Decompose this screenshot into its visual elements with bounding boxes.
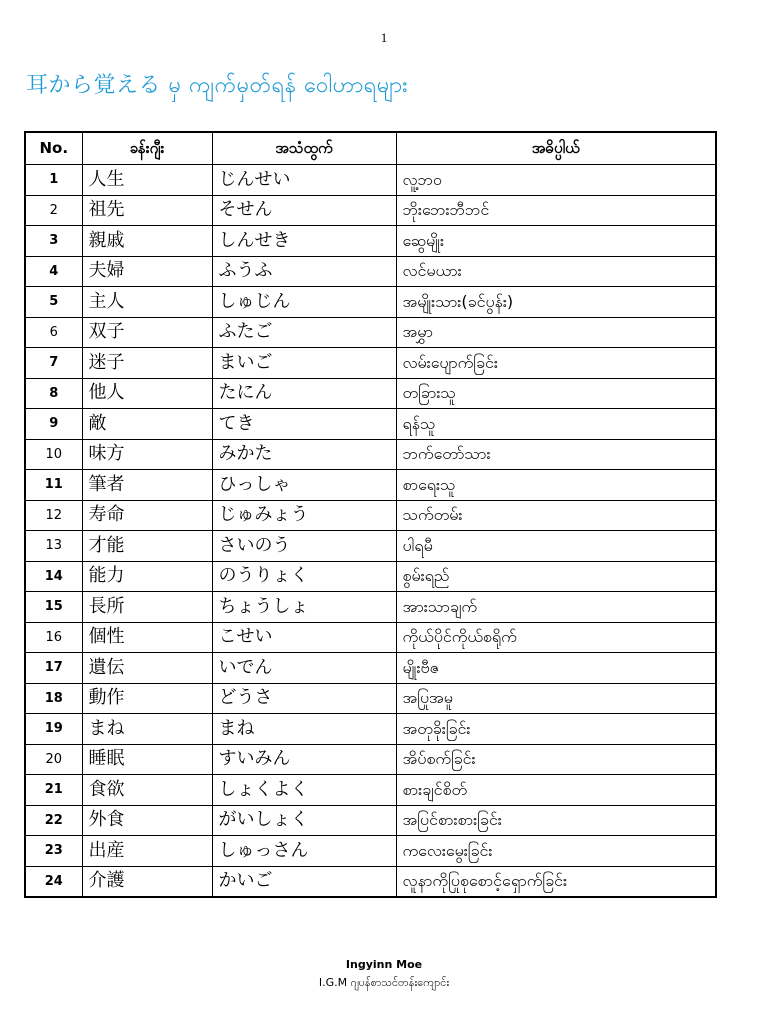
- row-reading: そせん: [212, 195, 396, 226]
- footer-author: Ingyinn Moe: [345, 958, 423, 971]
- row-kanji: 寿命: [82, 500, 212, 531]
- row-meaning: အားသာချက်: [396, 592, 716, 623]
- row-reading: ちょうしょ: [212, 592, 396, 623]
- row-kanji: 長所: [82, 592, 212, 623]
- row-number: 8: [25, 378, 82, 409]
- row-number: 14: [25, 561, 82, 592]
- row-meaning: အိပ်စက်ခြင်း: [396, 744, 716, 775]
- row-meaning: ကိုယ်ပိုင်ကိုယ်စရိုက်: [396, 622, 716, 653]
- row-number: 16: [25, 622, 82, 653]
- row-reading: たにん: [212, 378, 396, 409]
- table-row: [25, 744, 716, 775]
- row-reading: のうりょく: [212, 561, 396, 592]
- header-no: No.: [25, 132, 82, 165]
- table-row: [25, 836, 716, 867]
- row-reading: かいご: [212, 866, 396, 897]
- row-meaning: အတုခိုးခြင်း: [396, 714, 716, 745]
- table-row: [25, 714, 716, 745]
- row-kanji: 主人: [82, 287, 212, 318]
- table-row: [25, 348, 716, 379]
- row-reading: がいしょく: [212, 805, 396, 836]
- row-reading: みかた: [212, 439, 396, 470]
- row-reading: ふたご: [212, 317, 396, 348]
- vocabulary-table: [24, 131, 717, 898]
- row-kanji: 外食: [82, 805, 212, 836]
- table-row: [25, 500, 716, 531]
- row-number: 12: [25, 500, 82, 531]
- row-kanji: 人生: [82, 165, 212, 196]
- row-number: 24: [25, 866, 82, 897]
- row-meaning: တခြားသူ: [396, 378, 716, 409]
- row-number: 7: [25, 348, 82, 379]
- row-kanji: 動作: [82, 683, 212, 714]
- row-kanji: 個性: [82, 622, 212, 653]
- row-number: 22: [25, 805, 82, 836]
- row-number: 5: [25, 287, 82, 318]
- footer-school: I.G.M ဂျပန်စာသင်တန်းကျောင်း: [318, 976, 450, 989]
- table-row: [25, 531, 716, 562]
- table-row: [25, 165, 716, 196]
- header-meaning: အဓိပ္ပါယ်: [396, 132, 716, 165]
- row-kanji: 食欲: [82, 775, 212, 806]
- row-meaning: လူနာကိုပြုစုစောင့်ရှောက်ခြင်း: [396, 866, 716, 897]
- row-number: 2: [25, 195, 82, 226]
- row-kanji: 祖先: [82, 195, 212, 226]
- row-reading: しんせき: [212, 226, 396, 257]
- row-reading: ひっしゃ: [212, 470, 396, 501]
- row-number: 10: [25, 439, 82, 470]
- table-row: [25, 622, 716, 653]
- row-meaning: ဘက်တော်သား: [396, 439, 716, 470]
- row-number: 6: [25, 317, 82, 348]
- row-reading: すいみん: [212, 744, 396, 775]
- row-kanji: 迷子: [82, 348, 212, 379]
- row-meaning: အပြုအမူ: [396, 683, 716, 714]
- row-kanji: 他人: [82, 378, 212, 409]
- row-reading: てき: [212, 409, 396, 440]
- row-meaning: အမျိုးသား(ခင်ပွန်း): [396, 287, 716, 318]
- row-meaning: စွမ်းရည်: [396, 561, 716, 592]
- row-number: 9: [25, 409, 82, 440]
- row-number: 4: [25, 256, 82, 287]
- row-kanji: 能力: [82, 561, 212, 592]
- table-row: [25, 409, 716, 440]
- row-kanji: 介護: [82, 866, 212, 897]
- row-number: 3: [25, 226, 82, 257]
- row-number: 17: [25, 653, 82, 684]
- row-number: 1: [25, 165, 82, 196]
- row-reading: しゅじん: [212, 287, 396, 318]
- row-reading: まいご: [212, 348, 396, 379]
- table-row: [25, 226, 716, 257]
- row-kanji: 睡眠: [82, 744, 212, 775]
- table-row: [25, 866, 716, 897]
- row-kanji: 出産: [82, 836, 212, 867]
- row-number: 20: [25, 744, 82, 775]
- table-row: [25, 470, 716, 501]
- row-meaning: လူ့ဘဝ: [396, 165, 716, 196]
- row-kanji: 才能: [82, 531, 212, 562]
- row-meaning: အမွှာ: [396, 317, 716, 348]
- row-reading: ふうふ: [212, 256, 396, 287]
- table-row: [25, 653, 716, 684]
- row-number: 11: [25, 470, 82, 501]
- header-reading: အသံထွက်: [212, 132, 396, 165]
- row-meaning: ဆွေမျိုး: [396, 226, 716, 257]
- row-reading: じゅみょう: [212, 500, 396, 531]
- row-number: 15: [25, 592, 82, 623]
- row-number: 21: [25, 775, 82, 806]
- table-row: [25, 439, 716, 470]
- row-number: 23: [25, 836, 82, 867]
- row-meaning: ပါရမီ: [396, 531, 716, 562]
- row-reading: しゅっさん: [212, 836, 396, 867]
- row-kanji: 味方: [82, 439, 212, 470]
- table-row: [25, 775, 716, 806]
- row-meaning: စားချင်စိတ်: [396, 775, 716, 806]
- row-kanji: 親戚: [82, 226, 212, 257]
- table-row: [25, 317, 716, 348]
- header-kanji: ခန်းဂျီး: [82, 132, 212, 165]
- row-reading: しょくよく: [212, 775, 396, 806]
- row-meaning: ဘိုးဘေးဘီဘင်: [396, 195, 716, 226]
- row-reading: さいのう: [212, 531, 396, 562]
- page-number: 1: [380, 30, 388, 45]
- row-reading: じんせい: [212, 165, 396, 196]
- document-title: 耳から覚える မှ ကျက်မှတ်ရန် ဝေါဟာရများ: [26, 73, 409, 98]
- row-meaning: ကလေးမွေးခြင်း: [396, 836, 716, 867]
- row-reading: どうさ: [212, 683, 396, 714]
- row-number: 13: [25, 531, 82, 562]
- row-kanji: 敵: [82, 409, 212, 440]
- row-kanji: 遺伝: [82, 653, 212, 684]
- table-header-row: [25, 132, 716, 165]
- table-row: [25, 592, 716, 623]
- row-number: 18: [25, 683, 82, 714]
- row-meaning: ရန်သူ: [396, 409, 716, 440]
- row-kanji: まね: [82, 714, 212, 745]
- table-row: [25, 256, 716, 287]
- table-row: [25, 195, 716, 226]
- row-meaning: အပြင်စားစားခြင်း: [396, 805, 716, 836]
- row-kanji: 夫婦: [82, 256, 212, 287]
- row-reading: いでん: [212, 653, 396, 684]
- table-body: [25, 165, 716, 898]
- table-row: [25, 561, 716, 592]
- row-number: 19: [25, 714, 82, 745]
- row-reading: まね: [212, 714, 396, 745]
- row-reading: こせい: [212, 622, 396, 653]
- table-row: [25, 805, 716, 836]
- row-meaning: မျိုးဗီဇ: [396, 653, 716, 684]
- table-row: [25, 378, 716, 409]
- row-meaning: လင်မယား: [396, 256, 716, 287]
- row-meaning: စာရေးသူ: [396, 470, 716, 501]
- row-kanji: 双子: [82, 317, 212, 348]
- row-meaning: လမ်းပျောက်ခြင်း: [396, 348, 716, 379]
- table-row: [25, 683, 716, 714]
- table-row: [25, 287, 716, 318]
- row-kanji: 筆者: [82, 470, 212, 501]
- row-meaning: သက်တမ်း: [396, 500, 716, 531]
